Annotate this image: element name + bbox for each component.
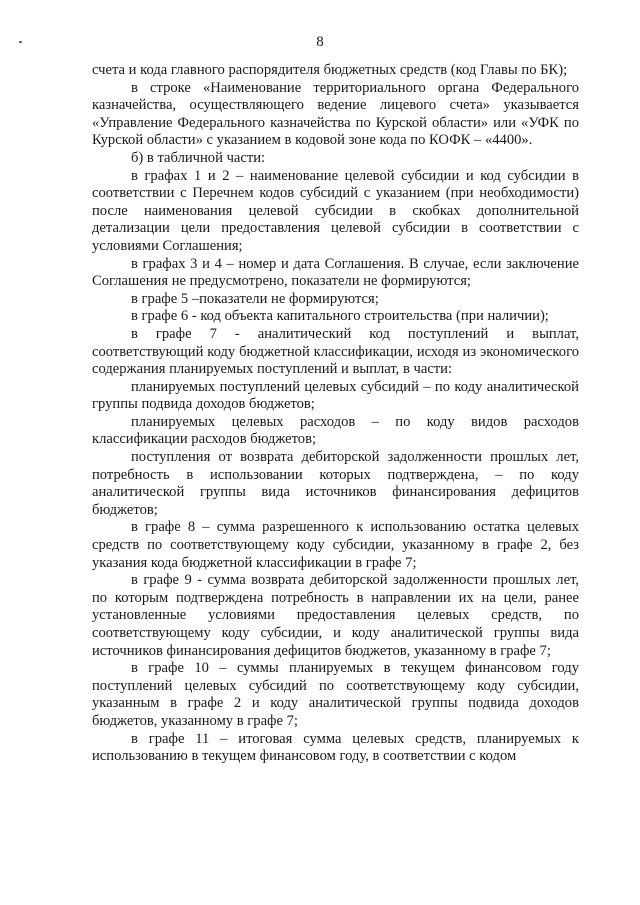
paragraph: в строке «Наименование территориального органа Федерального казначейства, осуществляющего ведение лицевого счета» указывается «Управление Федерального казначейства по Курской области» или «УФК по Курской области» с указанием в кодовой зоне кода по КОФК – «4400». bbox=[92, 79, 579, 149]
body-text bbox=[92, 62, 579, 766]
paragraph: планируемых целевых расходов – по коду видов расходов классификации расходов бюджетов; bbox=[92, 413, 579, 448]
paragraph: поступления от возврата дебиторской задолженности прошлых лет, потребность в использовании которых подтверждена, – по коду аналитической группы вида источников финансирования дефицитов бюджетов; bbox=[92, 449, 579, 518]
paragraph: в графе 6 - код объекта капитального строительства (при наличии); bbox=[131, 308, 549, 325]
paragraph: в графах 3 и 4 – номер и дата Соглашения. В случае, если заключение Соглашения не предусмотрено, показатели не формируются; bbox=[92, 255, 579, 290]
paragraph: счета и кода главного распорядителя бюджетных средств (код Главы по БК); bbox=[92, 62, 568, 78]
paragraph: б) в табличной части: bbox=[131, 149, 266, 166]
paragraph: в графе 8 – сумма разрешенного к использованию остатка целевых средств по соответствующему коду субсидии, указанному в графе 2, без указания кода бюджетной классификации в графе 7; bbox=[92, 519, 579, 571]
page-number: 8 bbox=[316, 34, 324, 50]
paragraph: в графе 7 - аналитический код поступлений и выплат, соответствующий коду бюджетной классификации, исходя из экономического содержания планируемых поступлений и выплат, в части: bbox=[92, 325, 579, 378]
paragraph: планируемых поступлений целевых субсидий – по коду аналитической группы подвида доходов бюджетов; bbox=[92, 378, 579, 413]
paragraph: в графе 10 – суммы планируемых в текущем финансовом году поступлений целевых субсидий по соответствующему коду субсидии, указанным в графе 2 и коду аналитической группы подвида доходов бюджетов, указанному в графе 7; bbox=[92, 660, 579, 729]
paragraph: в графах 1 и 2 – наименование целевой субсидии и код субсидии в соответствии с Перечнем кодов субсидий с указанием (при необходимости) после наименования целевой субсидии в скобках дополнительной детализации цели предоставления целевой субсидии в соответствии с условиями Соглашения; bbox=[92, 167, 579, 254]
paragraph: в графе 11 – итоговая сумма целевых средств, планируемых к использованию в текущем финансовом году, в соответствии с кодом bbox=[92, 730, 579, 765]
paragraph: в графе 5 –показатели не формируются; bbox=[131, 290, 379, 307]
paragraph: в графе 9 - сумма возврата дебиторской задолженности прошлых лет, по которым подтверждена потребность в направлении их на цели, ранее установленные условиями предоставления целевых средств, по соответствующему коду субсидии, и коду аналитической группы вида источников финансирования дефицитов бюджетов, указанному в графе 7; bbox=[92, 572, 579, 659]
